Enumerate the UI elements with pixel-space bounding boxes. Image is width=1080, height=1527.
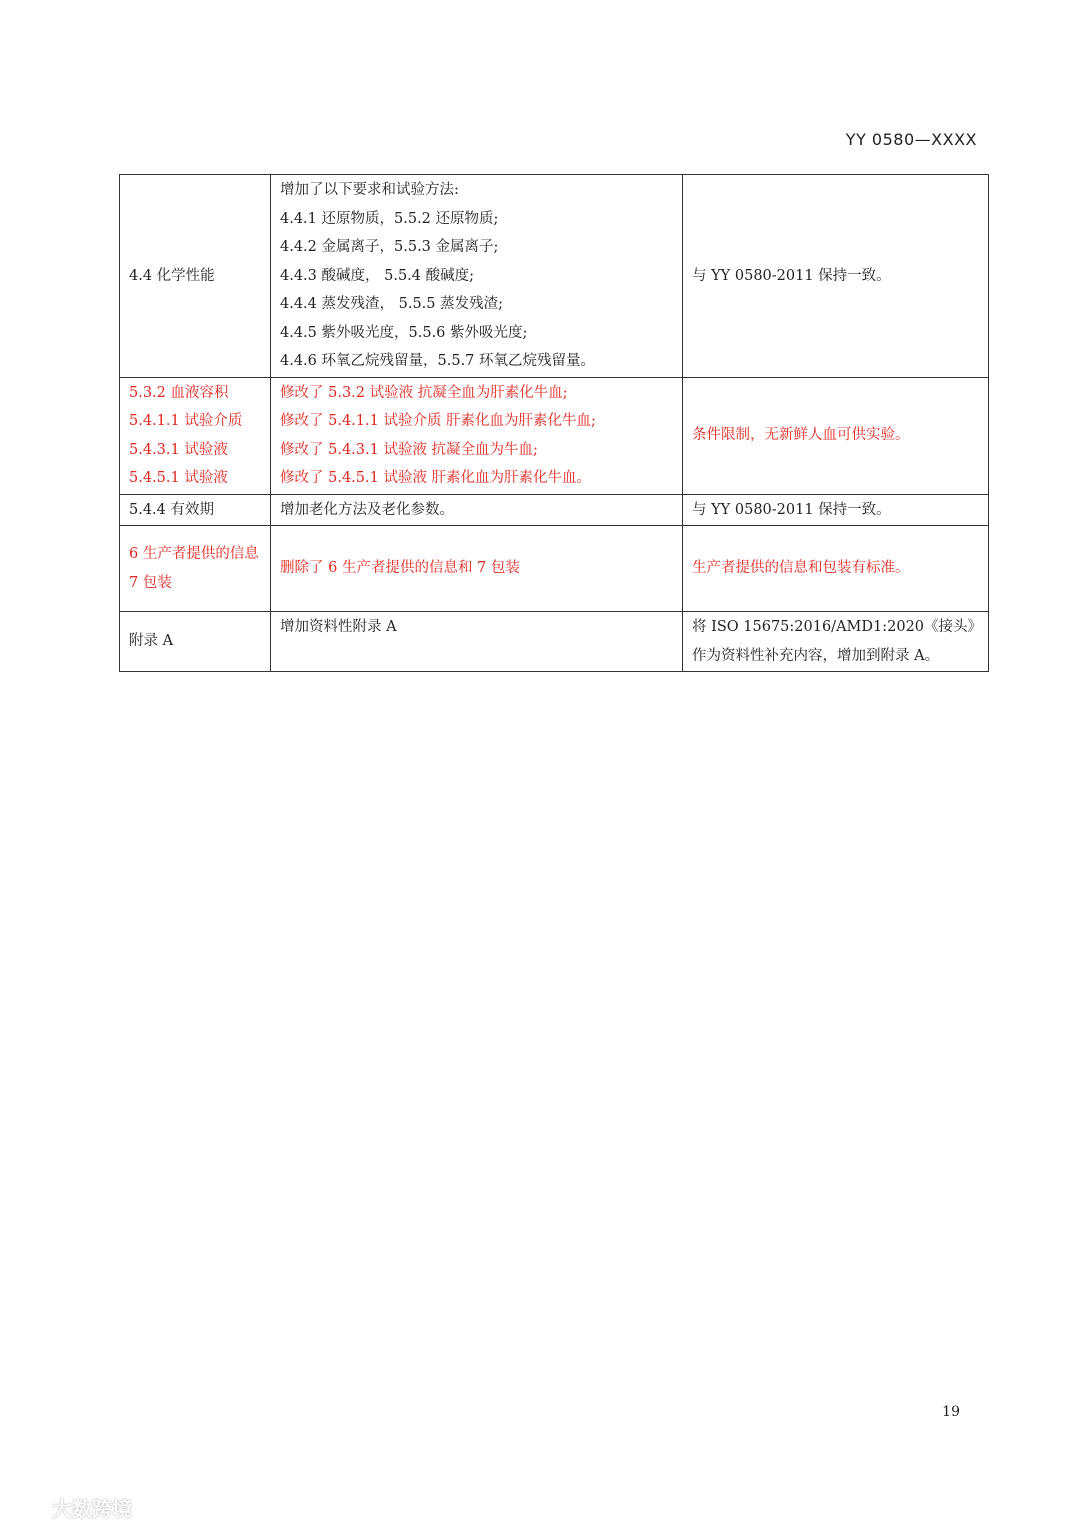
reason-text: 条件限制，无新鲜人血可供实验。 bbox=[692, 427, 910, 444]
clause-text: 5.4.4 有效期 bbox=[129, 501, 215, 518]
change-text: 4.4.5 紫外吸光度，5.5.6 紫外吸光度; bbox=[280, 324, 528, 341]
clause-cell bbox=[120, 612, 271, 672]
change-text: 4.4.6 环氧乙烷残留量，5.5.7 环氧乙烷残留量。 bbox=[280, 353, 596, 369]
change-cell bbox=[271, 612, 683, 672]
clause-text: 5.4.5.1 试验液 bbox=[129, 470, 228, 486]
change-text: 增加了以下要求和试验方法: bbox=[280, 182, 459, 198]
clause-cell bbox=[120, 175, 271, 378]
change-text: 删除了 6 生产者提供的信息和 7 包装 bbox=[280, 560, 520, 577]
change-cell bbox=[271, 377, 683, 494]
comparison-table bbox=[119, 174, 989, 672]
change-text: 4.4.4 蒸发残渣， 5.5.5 蒸发残渣; bbox=[280, 296, 504, 312]
table-row bbox=[120, 494, 989, 526]
clause-text: 6 生产者提供的信息 bbox=[129, 546, 259, 562]
reason-text: 生产者提供的信息和包装有标准。 bbox=[692, 560, 910, 577]
clause-cell bbox=[120, 377, 271, 494]
clause-text: 7 包装 bbox=[129, 574, 172, 591]
reason-cell bbox=[683, 494, 989, 526]
change-text: 4.4.3 酸碱度， 5.5.4 酸碱度; bbox=[280, 267, 475, 284]
table-row bbox=[120, 377, 989, 494]
reason-text: 作为资料性补充内容，增加到附录 A。 bbox=[692, 647, 940, 664]
clause-cell bbox=[120, 526, 271, 612]
reason-cell bbox=[683, 526, 989, 612]
reason-text: 将 ISO 15675:2016/AMD1:2020《接头》 bbox=[692, 619, 983, 635]
change-text: 修改了 5.4.3.1 试验液 抗凝全血为牛血; bbox=[280, 441, 538, 458]
change-cell bbox=[271, 526, 683, 612]
reason-cell bbox=[683, 377, 989, 494]
change-text: 4.4.1 还原物质，5.5.2 还原物质; bbox=[280, 210, 499, 227]
clause-text: 5.3.2 血液容积 bbox=[129, 384, 229, 401]
change-text: 4.4.2 金属离子，5.5.3 金属离子; bbox=[280, 239, 499, 255]
reason-text: 与 YY 0580-2011 保持一致。 bbox=[692, 501, 891, 518]
change-text: 增加老化方法及老化参数。 bbox=[280, 501, 454, 518]
change-text: 修改了 5.3.2 试验液 抗凝全血为肝素化牛血; bbox=[280, 384, 568, 401]
watermark-text: 大数跨境 bbox=[52, 1497, 132, 1521]
clause-text: 4.4 化学性能 bbox=[129, 267, 215, 284]
reason-text: 与 YY 0580-2011 保持一致。 bbox=[692, 267, 891, 284]
table-row bbox=[120, 175, 989, 378]
table-row bbox=[120, 526, 989, 612]
brand-logo-icon bbox=[10, 1497, 46, 1519]
clause-text: 5.4.3.1 试验液 bbox=[129, 441, 228, 458]
clause-cell bbox=[120, 494, 271, 526]
change-text: 增加资料性附录 A bbox=[280, 619, 397, 635]
clause-text: 5.4.1.1 试验介质 bbox=[129, 413, 243, 429]
change-text: 修改了 5.4.5.1 试验液 肝素化血为肝素化牛血。 bbox=[280, 470, 592, 486]
reason-cell bbox=[683, 175, 989, 378]
clause-text: 附录 A bbox=[129, 633, 174, 650]
change-cell bbox=[271, 175, 683, 378]
change-cell bbox=[271, 494, 683, 526]
table-row bbox=[120, 612, 989, 672]
reason-cell bbox=[683, 612, 989, 672]
document-code: YY 0580—XXXX bbox=[845, 130, 977, 149]
page-number: 19 bbox=[942, 1404, 960, 1420]
watermark bbox=[10, 1493, 132, 1522]
change-text: 修改了 5.4.1.1 试验介质 肝素化血为肝素化牛血; bbox=[280, 413, 596, 429]
